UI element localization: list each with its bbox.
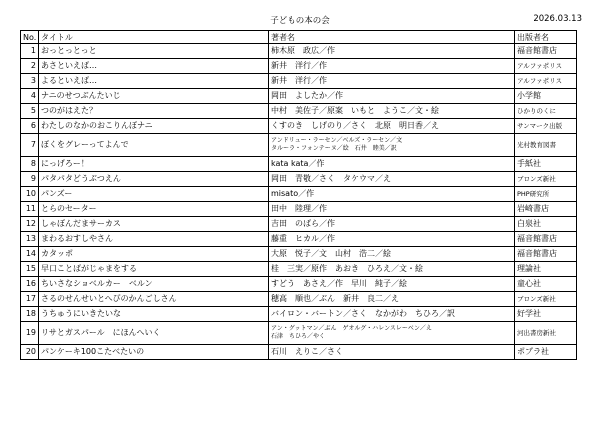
cell-no[interactable]: 2 — [21, 59, 39, 74]
cell-title[interactable]: パタパタどうぶつえん — [39, 172, 269, 187]
table-row — [21, 89, 577, 104]
cell-author[interactable] — [269, 89, 515, 104]
header-row — [21, 31, 577, 44]
cell-no[interactable]: 6 — [21, 119, 39, 134]
cell-publisher[interactable]: 手紙社 — [515, 157, 577, 172]
table-row — [21, 232, 577, 247]
cell-title[interactable]: ちいさなショベルカー ベルン — [39, 277, 269, 292]
author-line: 藤重 ヒカル／作 — [271, 234, 335, 243]
cell-publisher[interactable]: 小学館 — [515, 89, 577, 104]
sheet-title: 子どもの本の会 — [270, 16, 330, 26]
author-line: 岡田 よしたか／作 — [271, 91, 343, 100]
column-header-no[interactable]: No. — [21, 31, 39, 44]
cell-author[interactable] — [269, 74, 515, 89]
author-line: すどう あさえ／作 早川 純子／絵 — [271, 279, 407, 288]
cell-no[interactable]: 8 — [21, 157, 39, 172]
author-line: 岡田 青敬／さく タケウマ／え — [271, 174, 391, 183]
cell-publisher[interactable]: ひかりのくに — [515, 104, 577, 119]
cell-author[interactable] — [269, 277, 515, 292]
cell-no[interactable]: 13 — [21, 232, 39, 247]
cell-publisher[interactable]: 白泉社 — [515, 217, 577, 232]
author-line: 新井 洋行／作 — [271, 61, 327, 70]
author-line: 桂 三実／原作 あおき ひろえ／文・絵 — [271, 264, 423, 273]
cell-publisher[interactable]: 理論社 — [515, 262, 577, 277]
author-line: 中村 美佐子／原案 いもと ようこ／文・絵 — [271, 106, 439, 115]
cell-title[interactable]: ぼくをグレーってよんで — [39, 134, 269, 157]
cell-author[interactable] — [269, 134, 515, 157]
cell-author[interactable] — [269, 247, 515, 262]
cell-publisher[interactable]: 福音館書店 — [515, 232, 577, 247]
cell-author[interactable] — [269, 59, 515, 74]
cell-title[interactable]: さるのせんせいとへびのかんごしさん — [39, 292, 269, 307]
cell-publisher[interactable]: 童心社 — [515, 277, 577, 292]
author-line: 田中 陸理／作 — [271, 204, 327, 213]
cell-author[interactable] — [269, 232, 515, 247]
author-line: アン・グットマン／ぶん ゲオルグ・ハレンスレーベン／え — [271, 325, 432, 332]
table-row — [21, 277, 577, 292]
cell-publisher[interactable]: アルファポリス — [515, 59, 577, 74]
table-row — [21, 292, 577, 307]
cell-no[interactable]: 17 — [21, 292, 39, 307]
cell-publisher[interactable]: 河出書房新社 — [515, 322, 577, 345]
cell-author[interactable] — [269, 345, 515, 360]
cell-no[interactable]: 3 — [21, 74, 39, 89]
cell-no[interactable]: 1 — [21, 44, 39, 59]
column-header-author[interactable]: 著者名 — [269, 31, 515, 44]
cell-title[interactable]: わたしのなかのおこりんぼナニ — [39, 119, 269, 134]
cell-publisher[interactable]: サンマーク出版 — [515, 119, 577, 134]
table-row — [21, 217, 577, 232]
column-header-publisher[interactable]: 出版者名 — [515, 31, 577, 44]
author-line: バイロン・バートン／さく なかがわ ちひろ／訳 — [271, 309, 455, 318]
cell-no[interactable]: 20 — [21, 345, 39, 360]
author-line: くすのき しげのり／さく 北原 明日香／え — [271, 121, 439, 130]
cell-no[interactable]: 4 — [21, 89, 39, 104]
cell-publisher[interactable]: 福音館書店 — [515, 247, 577, 262]
cell-publisher[interactable]: 好学社 — [515, 307, 577, 322]
author-line: 石川 えりこ／さく — [271, 347, 343, 356]
author-line: 石津 ちひろ／やく — [271, 333, 326, 340]
cell-no[interactable]: 15 — [21, 262, 39, 277]
cell-author[interactable] — [269, 262, 515, 277]
cell-no[interactable]: 9 — [21, 172, 39, 187]
cell-no[interactable]: 7 — [21, 134, 39, 157]
cell-no[interactable]: 11 — [21, 202, 39, 217]
table-row — [21, 104, 577, 119]
cell-publisher[interactable]: ブロンズ新社 — [515, 292, 577, 307]
cell-no[interactable]: 5 — [21, 104, 39, 119]
cell-author[interactable] — [269, 217, 515, 232]
cell-publisher[interactable]: ポプラ社 — [515, 345, 577, 360]
cell-title[interactable]: とらのセーター — [39, 202, 269, 217]
author-line: 新井 洋行／作 — [271, 76, 327, 85]
cell-publisher[interactable]: 光村教育図書 — [515, 134, 577, 157]
cell-author[interactable] — [269, 292, 515, 307]
cell-author[interactable] — [269, 119, 515, 134]
column-header-title[interactable]: タイトル — [39, 31, 269, 44]
cell-title[interactable]: うちゅうにいきたいな — [39, 307, 269, 322]
cell-no[interactable]: 10 — [21, 187, 39, 202]
cell-publisher[interactable]: 岩崎書店 — [515, 202, 577, 217]
cell-title[interactable]: リサとガスパール にほんへいく — [39, 322, 269, 345]
table-row — [21, 322, 577, 345]
cell-no[interactable]: 16 — [21, 277, 39, 292]
cell-no[interactable]: 14 — [21, 247, 39, 262]
author-line: アンドリュー・ラーセン／ベルズ・ラーセン／文 — [271, 137, 403, 144]
table-row — [21, 202, 577, 217]
author-line: misato／作 — [271, 189, 315, 198]
table-row — [21, 172, 577, 187]
cell-author[interactable] — [269, 322, 515, 345]
author-line: kata kata／作 — [271, 159, 325, 168]
cell-title[interactable]: あさといえば… — [39, 59, 269, 74]
cell-author[interactable] — [269, 44, 515, 59]
cell-title[interactable]: つのがはえた？ — [39, 104, 269, 119]
cell-title[interactable]: にっげろー！ — [39, 157, 269, 172]
author-line: タルーラ・フォンテーヌ／絵 石井 睦美／訳 — [271, 145, 397, 152]
cell-title[interactable]: よるといえば… — [39, 74, 269, 89]
author-line: 柿木原 政広／作 — [271, 46, 335, 55]
cell-no[interactable]: 19 — [21, 322, 39, 345]
cell-publisher[interactable]: アルファポリス — [515, 74, 577, 89]
cell-title[interactable]: しゃぼんだまサーカス — [39, 217, 269, 232]
table-row — [21, 74, 577, 89]
cell-author[interactable] — [269, 307, 515, 322]
cell-author[interactable] — [269, 157, 515, 172]
cell-author[interactable] — [269, 187, 515, 202]
cell-title[interactable]: 早口ことばがじゃまをする — [39, 262, 269, 277]
table-row — [21, 247, 577, 262]
cell-no[interactable]: 12 — [21, 217, 39, 232]
cell-publisher[interactable]: 福音館書店 — [515, 44, 577, 59]
table-row — [21, 44, 577, 59]
cell-no[interactable]: 18 — [21, 307, 39, 322]
cell-title[interactable]: パンケーキ100こたべたいの — [39, 345, 269, 360]
author-line: 吉田 のばら／作 — [271, 219, 335, 228]
cell-publisher[interactable]: PHP研究所 — [515, 187, 577, 202]
cell-title[interactable]: カタッポ — [39, 247, 269, 262]
table-row — [21, 59, 577, 74]
table-row — [21, 307, 577, 322]
cell-author[interactable] — [269, 104, 515, 119]
table-row — [21, 134, 577, 157]
author-line: 大原 悦子／文 山村 浩二／絵 — [271, 249, 391, 258]
cell-author[interactable] — [269, 202, 515, 217]
book-list-table — [20, 30, 577, 360]
table-row — [21, 157, 577, 172]
cell-title[interactable]: おっとっとっと — [39, 44, 269, 59]
cell-title[interactable]: ナニのせつぶんたいじ — [39, 89, 269, 104]
table-row — [21, 119, 577, 134]
cell-author[interactable] — [269, 172, 515, 187]
table-row — [21, 262, 577, 277]
table-row — [21, 345, 577, 360]
sheet-date: 2026.03.13 — [533, 14, 582, 24]
cell-publisher[interactable]: ブロンズ新社 — [515, 172, 577, 187]
cell-title[interactable]: パンズー — [39, 187, 269, 202]
table-row — [21, 187, 577, 202]
cell-title[interactable]: まわるおすしやさん — [39, 232, 269, 247]
author-line: 穂高 順也／ぶん 新井 良二／え — [271, 294, 399, 303]
